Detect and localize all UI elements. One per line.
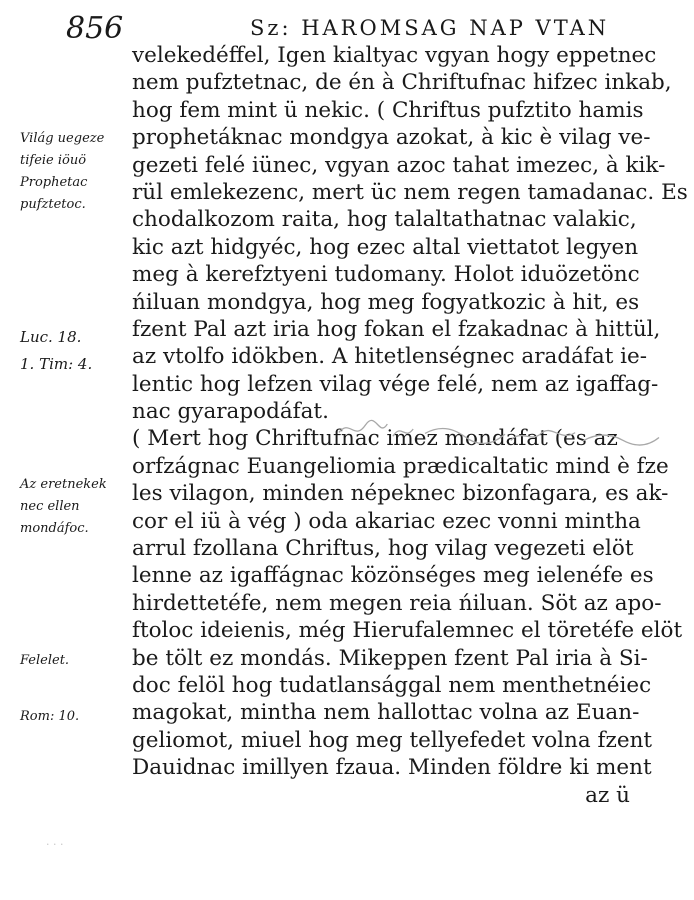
- text-line: kic azt hidgyéc, hog ezec altal viettatot legyen: [132, 234, 639, 260]
- text-line: geliomot, miuel hog meg tellyefedet volna fzent: [132, 727, 653, 753]
- text-line: prophetáknac mondgya azokat, à kic è vilag ve-: [132, 125, 651, 151]
- text-line: lentic hog lefzen vilag vége felé, nem az igaffag-: [132, 371, 659, 397]
- text-line: be tölt ez mondás. Mikeppen fzent Pal iria à Si-: [132, 645, 648, 671]
- text-line: ftoloc ideienis, még Hierufalemnec el töretéfe elöt: [132, 618, 683, 644]
- margin-note-line: Prophetac: [20, 175, 88, 190]
- text-line: meg à kerefztyeni tudomany. Holot iduözetönc: [132, 262, 640, 288]
- catchword: az ü: [585, 782, 630, 808]
- text-line: Dauidnac imillyen fzaua. Minden földre ki ment: [132, 755, 652, 781]
- margin-note-1: [20, 128, 128, 216]
- margin-note-line: mondáfoc.: [20, 521, 89, 536]
- text-line: gezeti felé iünec, vgyan azoc tahat imezec, à kik-: [132, 152, 666, 178]
- text-line: az vtolfo idökben. A hitetlenségnec aradáfat ie-: [132, 344, 648, 370]
- text-line: nem pufztetnac, de én à Chriftufnac hifzec inkab,: [132, 70, 672, 96]
- margin-note-line: pufztetoc.: [20, 197, 86, 212]
- text-line: nac gyarapodáfat.: [132, 399, 329, 425]
- margin-note-6: [20, 706, 128, 728]
- text-line: doc felöl hog tudatlansággal nem menthetnéiec: [132, 672, 652, 698]
- text-line: ńiluan mondgya, hog meg fogyatkozic à hit, es: [132, 289, 640, 315]
- text-line: magokat, mintha nem hallottac volna az Euan-: [132, 700, 640, 726]
- text-line: hirdettetéfe, nem megen reia ńiluan. Söt az apo-: [132, 590, 662, 616]
- text-line: lenne az igaffágnac közönséges meg ielenéfe es: [132, 563, 654, 589]
- text-line: les vilagon, minden népeknec bizonfagara, es ak-: [132, 481, 669, 507]
- text-line: rül emlekezenc, mert üc nem regen tamadanac. Es: [132, 179, 688, 205]
- margin-note-line: Az eretnekek: [20, 477, 107, 492]
- text-line: cor el iü à vég ) oda akariac ezec vonni mintha: [132, 508, 641, 534]
- margin-note-2: [20, 326, 128, 348]
- text-line: chodalkozom raita, hog talaltathatnac valakic,: [132, 207, 637, 233]
- margin-note-line: Világ uegeze: [20, 131, 105, 146]
- ink-smudge: · · ·: [46, 838, 64, 851]
- running-head: Sz: HAROMSAG NAP VTAN: [250, 16, 610, 40]
- page-number: 856: [66, 11, 124, 46]
- margin-note-line: Felelet.: [20, 653, 70, 668]
- text-line: fzent Pal azt iria hog fokan el fzakadnac à hittül,: [132, 316, 661, 342]
- text-line: velekedéffel, Igen kialtyac vgyan hogy eppetnec: [132, 43, 657, 68]
- margin-note-4: [20, 474, 128, 540]
- text-line: orfzágnac Euangeliomia prædicaltatic mind è fze: [132, 453, 669, 479]
- text-line: hog fem mint ü nekic. ( Chriftus pufztito hamis: [132, 97, 644, 123]
- margin-note-line: Rom: 10.: [20, 709, 80, 724]
- text-line: ( Mert hog Chriftufnac imez mondáfat (es az: [132, 426, 618, 452]
- margin-note-5: [20, 650, 128, 672]
- margin-note-3: [20, 353, 128, 375]
- margin-note-line: Luc. 18.: [20, 328, 82, 346]
- margin-note-line: tifeie iöuö: [20, 153, 87, 168]
- margin-note-line: nec ellen: [20, 499, 80, 514]
- margin-note-line: 1. Tim: 4.: [20, 355, 93, 373]
- text-line: arrul fzollana Chriftus, hog vilag vegezeti elöt: [132, 536, 634, 562]
